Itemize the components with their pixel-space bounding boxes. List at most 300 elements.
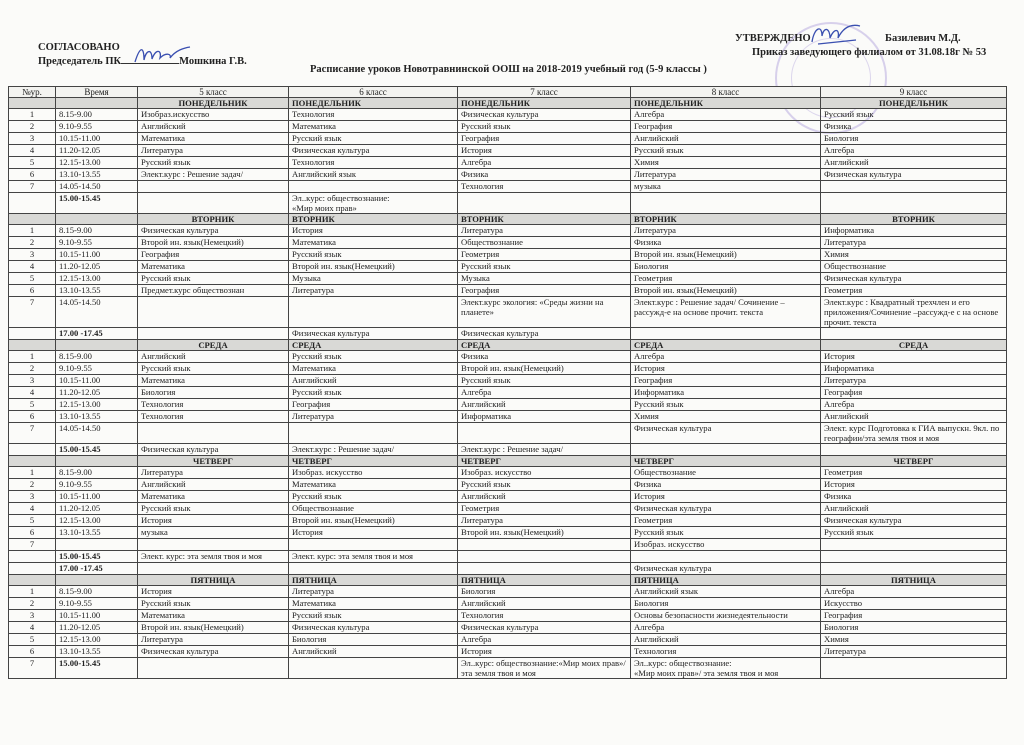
lesson-time: 11.20-12.05	[56, 503, 138, 515]
lesson-time: 13.10-13.55	[56, 285, 138, 297]
lesson-number: 5	[9, 399, 56, 411]
day-header-blank	[56, 340, 138, 351]
subject-grade-9: Литература	[821, 375, 1007, 387]
lesson-row	[9, 399, 1007, 411]
subject-grade-8: Русский язык	[631, 399, 821, 411]
col-time: Время	[56, 87, 138, 98]
subject-grade-9: Английский	[821, 157, 1007, 169]
subject-grade-8: История	[631, 363, 821, 375]
subject-grade-6	[289, 181, 458, 193]
subject-grade-6: Математика	[289, 363, 458, 375]
subject-grade-8: Эл..курс: обществознание: «Мир моих прав»/ эта земля твоя и моя	[631, 658, 821, 679]
day-name-grade-6: ЧЕТВЕРГ	[289, 456, 458, 467]
lesson-time: 11.20-12.05	[56, 145, 138, 157]
subject-grade-7: История	[458, 646, 631, 658]
lesson-row	[9, 527, 1007, 539]
column-header-row	[9, 87, 1007, 98]
subject-grade-7: Технология	[458, 610, 631, 622]
day-name-grade-9: ПОНЕДЕЛЬНИК	[821, 98, 1007, 109]
subject-grade-9: Английский	[821, 411, 1007, 423]
subject-grade-7: Физика	[458, 169, 631, 181]
subject-grade-5	[138, 297, 289, 328]
lesson-time: 9.10-9.55	[56, 121, 138, 133]
subject-grade-7: Английский	[458, 598, 631, 610]
subject-grade-6: Элект. курс: эта земля твоя и моя	[289, 551, 458, 563]
lesson-number: 5	[9, 634, 56, 646]
subject-grade-9	[821, 193, 1007, 214]
subject-grade-7: Физическая культура	[458, 109, 631, 121]
lesson-row	[9, 273, 1007, 285]
subject-grade-8	[631, 444, 821, 456]
lesson-row	[9, 351, 1007, 363]
subject-grade-9: Алгебра	[821, 145, 1007, 157]
col-grade-6: 6 класс	[289, 87, 458, 98]
subject-grade-5	[138, 539, 289, 551]
lesson-row	[9, 328, 1007, 340]
lesson-number: 6	[9, 527, 56, 539]
chairman-label: Председатель ПК	[38, 56, 122, 67]
lesson-row	[9, 634, 1007, 646]
subject-grade-8: География	[631, 121, 821, 133]
subject-grade-9: Алгебра	[821, 586, 1007, 598]
lesson-time: 12.15-13.00	[56, 157, 138, 169]
subject-grade-7	[458, 539, 631, 551]
subject-grade-5: География	[138, 249, 289, 261]
col-grade-8: 8 класс	[631, 87, 821, 98]
day-name-grade-8: ЧЕТВЕРГ	[631, 456, 821, 467]
day-name-grade-5: СРЕДА	[138, 340, 289, 351]
subject-grade-7: Геометрия	[458, 249, 631, 261]
subject-grade-9: Геометрия	[821, 285, 1007, 297]
subject-grade-7: География	[458, 285, 631, 297]
subject-grade-5: История	[138, 586, 289, 598]
subject-grade-7: Алгебра	[458, 634, 631, 646]
subject-grade-9: Физическая культура	[821, 515, 1007, 527]
lesson-row	[9, 411, 1007, 423]
lesson-row	[9, 539, 1007, 551]
subject-grade-7: Алгебра	[458, 387, 631, 399]
subject-grade-6: Изобраз. искусство	[289, 467, 458, 479]
lesson-time: 8.15-9.00	[56, 467, 138, 479]
lesson-time: 13.10-13.55	[56, 411, 138, 423]
subject-grade-8: Элект.курс : Решение задач/ Сочинение – рассужд-е на основе прочит. текста	[631, 297, 821, 328]
subject-grade-8: Алгебра	[631, 622, 821, 634]
subject-grade-7: География	[458, 133, 631, 145]
lesson-row	[9, 121, 1007, 133]
subject-grade-8: Литература	[631, 169, 821, 181]
day-header-blank	[9, 456, 56, 467]
lesson-number: 4	[9, 145, 56, 157]
subject-grade-9: Элект. курс Подготовка к ГИА выпускн. 9кл. по географии/эта земля твоя и моя	[821, 423, 1007, 444]
lesson-row	[9, 444, 1007, 456]
subject-grade-8: Алгебра	[631, 109, 821, 121]
subject-grade-9: Физическая культура	[821, 273, 1007, 285]
lesson-time: 10.15-11.00	[56, 375, 138, 387]
subject-grade-8: Физика	[631, 237, 821, 249]
subject-grade-7: Литература	[458, 515, 631, 527]
subject-grade-7: Геометрия	[458, 503, 631, 515]
lesson-number: 7	[9, 297, 56, 328]
lesson-time: 11.20-12.05	[56, 261, 138, 273]
subject-grade-5: Биология	[138, 387, 289, 399]
lesson-row	[9, 646, 1007, 658]
lesson-number: 3	[9, 491, 56, 503]
lesson-number: 2	[9, 598, 56, 610]
lesson-number: 1	[9, 351, 56, 363]
lesson-time: 14.05-14.50	[56, 423, 138, 444]
lesson-number	[9, 551, 56, 563]
subject-grade-9: Биология	[821, 133, 1007, 145]
lesson-number: 1	[9, 109, 56, 121]
subject-grade-7: Эл..курс: обществознание:«Мир моих прав»/ эта земля твоя и моя	[458, 658, 631, 679]
subject-grade-7: Информатика	[458, 411, 631, 423]
subject-grade-6: Литература	[289, 586, 458, 598]
chairman-signature-icon	[132, 44, 192, 66]
subject-grade-6: Русский язык	[289, 610, 458, 622]
subject-grade-9: Химия	[821, 249, 1007, 261]
lesson-number: 7	[9, 539, 56, 551]
subject-grade-5	[138, 181, 289, 193]
subject-grade-5: Русский язык	[138, 363, 289, 375]
approval-right-label: УТВЕРЖДЕНО	[735, 33, 811, 44]
subject-grade-6: История	[289, 527, 458, 539]
subject-grade-8: Физическая культура	[631, 503, 821, 515]
lesson-time: 10.15-11.00	[56, 491, 138, 503]
subject-grade-9: Физика	[821, 121, 1007, 133]
lesson-time: 9.10-9.55	[56, 598, 138, 610]
subject-grade-7	[458, 551, 631, 563]
day-header-row	[9, 575, 1007, 586]
subject-grade-7: Физическая культура	[458, 622, 631, 634]
day-name-grade-6: СРЕДА	[289, 340, 458, 351]
subject-grade-9: Алгебра	[821, 399, 1007, 411]
lesson-row	[9, 467, 1007, 479]
head-name: Базилевич М.Д.	[885, 33, 961, 44]
subject-grade-5: Математика	[138, 261, 289, 273]
subject-grade-6: Технология	[289, 109, 458, 121]
subject-grade-8: Основы безопасности жизнедеятельности	[631, 610, 821, 622]
subject-grade-7: Алгебра	[458, 157, 631, 169]
lesson-time: 14.05-14.50	[56, 181, 138, 193]
col-lesson-number: №ур.	[9, 87, 56, 98]
subject-grade-9: География	[821, 610, 1007, 622]
lesson-number: 3	[9, 133, 56, 145]
subject-grade-8: Биология	[631, 598, 821, 610]
subject-grade-7	[458, 193, 631, 214]
lesson-number: 4	[9, 387, 56, 399]
subject-grade-8: музыка	[631, 181, 821, 193]
subject-grade-5: Математика	[138, 133, 289, 145]
lesson-number: 4	[9, 261, 56, 273]
subject-grade-7: Английский	[458, 399, 631, 411]
subject-grade-8: Физика	[631, 479, 821, 491]
lesson-time: 9.10-9.55	[56, 479, 138, 491]
subject-grade-7: Второй ин. язык(Немецкий)	[458, 527, 631, 539]
lesson-number: 3	[9, 610, 56, 622]
lesson-row	[9, 237, 1007, 249]
lesson-time: 8.15-9.00	[56, 586, 138, 598]
day-name-grade-9: ПЯТНИЦА	[821, 575, 1007, 586]
lesson-time: 17.00 -17.45	[56, 563, 138, 575]
subject-grade-6: Музыка	[289, 273, 458, 285]
subject-grade-6	[289, 658, 458, 679]
day-name-grade-5: ЧЕТВЕРГ	[138, 456, 289, 467]
subject-grade-6: Технология	[289, 157, 458, 169]
lesson-number: 2	[9, 121, 56, 133]
lesson-number	[9, 444, 56, 456]
day-header-blank	[56, 98, 138, 109]
subject-grade-7: Изобраз. искусство	[458, 467, 631, 479]
day-header-row	[9, 456, 1007, 467]
day-name-grade-7: ПЯТНИЦА	[458, 575, 631, 586]
subject-grade-5: Второй ин. язык(Немецкий)	[138, 237, 289, 249]
subject-grade-5	[138, 423, 289, 444]
lesson-row	[9, 375, 1007, 387]
subject-grade-5: Литература	[138, 467, 289, 479]
day-header-blank	[9, 98, 56, 109]
subject-grade-7: История	[458, 145, 631, 157]
subject-grade-7: Элект.курс экология: «Среды жизни на планете»	[458, 297, 631, 328]
lesson-time: 10.15-11.00	[56, 133, 138, 145]
lesson-row	[9, 181, 1007, 193]
subject-grade-5: Русский язык	[138, 598, 289, 610]
subject-grade-5: Русский язык	[138, 503, 289, 515]
lesson-number: 1	[9, 467, 56, 479]
subject-grade-8: Геометрия	[631, 515, 821, 527]
subject-grade-6: Русский язык	[289, 249, 458, 261]
subject-grade-9: Русский язык	[821, 109, 1007, 121]
lesson-row	[9, 109, 1007, 121]
lesson-row	[9, 610, 1007, 622]
lesson-time: 13.10-13.55	[56, 169, 138, 181]
subject-grade-7: Музыка	[458, 273, 631, 285]
subject-grade-8: Технология	[631, 646, 821, 658]
subject-grade-6: Физическая культура	[289, 622, 458, 634]
lesson-time: 15.00-15.45	[56, 444, 138, 456]
day-name-grade-5: ПОНЕДЕЛЬНИК	[138, 98, 289, 109]
subject-grade-5: Изобраз.искусство	[138, 109, 289, 121]
subject-grade-6: Русский язык	[289, 387, 458, 399]
lesson-number: 4	[9, 503, 56, 515]
day-name-grade-8: ПЯТНИЦА	[631, 575, 821, 586]
subject-grade-8: Русский язык	[631, 527, 821, 539]
subject-grade-9: Физическая культура	[821, 169, 1007, 181]
subject-grade-6: История	[289, 225, 458, 237]
subject-grade-7: Элект.курс : Решение задач/	[458, 444, 631, 456]
subject-grade-5: Математика	[138, 375, 289, 387]
lesson-number: 6	[9, 646, 56, 658]
subject-grade-9: Физика	[821, 491, 1007, 503]
subject-grade-9: Биология	[821, 622, 1007, 634]
subject-grade-6: Математика	[289, 121, 458, 133]
subject-grade-8: Русский язык	[631, 145, 821, 157]
subject-grade-9: География	[821, 387, 1007, 399]
lesson-time	[56, 539, 138, 551]
lesson-row	[9, 503, 1007, 515]
lesson-number: 3	[9, 249, 56, 261]
lesson-row	[9, 363, 1007, 375]
day-header-row	[9, 214, 1007, 225]
day-name-grade-7: ВТОРНИК	[458, 214, 631, 225]
day-name-grade-6: ПЯТНИЦА	[289, 575, 458, 586]
subject-grade-7	[458, 563, 631, 575]
lesson-row	[9, 586, 1007, 598]
day-name-grade-9: ЧЕТВЕРГ	[821, 456, 1007, 467]
subject-grade-8: Второй ин. язык(Немецкий)	[631, 249, 821, 261]
subject-grade-8: Биология	[631, 261, 821, 273]
subject-grade-7: Биология	[458, 586, 631, 598]
lesson-time: 10.15-11.00	[56, 249, 138, 261]
lesson-time: 12.15-13.00	[56, 273, 138, 285]
subject-grade-9: Геометрия	[821, 467, 1007, 479]
subject-grade-8: Физическая культура	[631, 563, 821, 575]
subject-grade-7	[458, 423, 631, 444]
subject-grade-6: Литература	[289, 285, 458, 297]
subject-grade-5: Английский	[138, 351, 289, 363]
lesson-number: 1	[9, 586, 56, 598]
subject-grade-7: Русский язык	[458, 261, 631, 273]
subject-grade-5	[138, 328, 289, 340]
lesson-time: 14.05-14.50	[56, 297, 138, 328]
lesson-row	[9, 225, 1007, 237]
subject-grade-8: Химия	[631, 157, 821, 169]
lesson-number: 5	[9, 273, 56, 285]
subject-grade-5: Математика	[138, 491, 289, 503]
subject-grade-6: Математика	[289, 598, 458, 610]
day-name-grade-5: ПЯТНИЦА	[138, 575, 289, 586]
lesson-time: 15.00-15.45	[56, 551, 138, 563]
subject-grade-5: Элект. курс: эта земля твоя и моя	[138, 551, 289, 563]
col-grade-9: 9 класс	[821, 87, 1007, 98]
lesson-row	[9, 261, 1007, 273]
subject-grade-5: Математика	[138, 610, 289, 622]
day-name-grade-5: ВТОРНИК	[138, 214, 289, 225]
day-header-row	[9, 98, 1007, 109]
subject-grade-6: Эл..курс: обществознание: «Мир моих прав»	[289, 193, 458, 214]
lesson-time: 13.10-13.55	[56, 646, 138, 658]
subject-grade-5: Предмет.курс обществознан	[138, 285, 289, 297]
lesson-time: 11.20-12.05	[56, 387, 138, 399]
subject-grade-8: Английский	[631, 634, 821, 646]
subject-grade-9	[821, 563, 1007, 575]
day-name-grade-9: СРЕДА	[821, 340, 1007, 351]
subject-grade-5: Физическая культура	[138, 225, 289, 237]
subject-grade-9	[821, 551, 1007, 563]
lesson-row	[9, 515, 1007, 527]
lesson-time: 10.15-11.00	[56, 610, 138, 622]
lesson-number: 2	[9, 479, 56, 491]
lesson-time: 8.15-9.00	[56, 351, 138, 363]
lesson-number: 6	[9, 285, 56, 297]
subject-grade-7: Английский	[458, 491, 631, 503]
lesson-time: 12.15-13.00	[56, 634, 138, 646]
subject-grade-5: Второй ин. язык(Немецкий)	[138, 622, 289, 634]
lesson-row	[9, 551, 1007, 563]
subject-grade-8: Английский	[631, 133, 821, 145]
lesson-number: 5	[9, 515, 56, 527]
subject-grade-8	[631, 551, 821, 563]
subject-grade-7: Обществознание	[458, 237, 631, 249]
lesson-row	[9, 169, 1007, 181]
subject-grade-7: Второй ин. язык(Немецкий)	[458, 363, 631, 375]
subject-grade-9: Литература	[821, 646, 1007, 658]
lesson-number: 2	[9, 363, 56, 375]
subject-grade-6: Английский	[289, 646, 458, 658]
approval-left-label: СОГЛАСОВАНО	[38, 42, 120, 53]
lesson-number: 6	[9, 169, 56, 181]
lesson-number: 7	[9, 423, 56, 444]
subject-grade-9	[821, 658, 1007, 679]
subject-grade-9: Английский	[821, 503, 1007, 515]
subject-grade-5: Технология	[138, 399, 289, 411]
subject-grade-9	[821, 539, 1007, 551]
lesson-row	[9, 563, 1007, 575]
schedule-table	[8, 86, 1007, 679]
day-header-blank	[56, 456, 138, 467]
subject-grade-5	[138, 658, 289, 679]
day-header-blank	[9, 575, 56, 586]
day-name-grade-8: ПОНЕДЕЛЬНИК	[631, 98, 821, 109]
lesson-time: 11.20-12.05	[56, 622, 138, 634]
day-header-blank	[56, 214, 138, 225]
lesson-number: 5	[9, 157, 56, 169]
lesson-row	[9, 423, 1007, 444]
day-name-grade-6: ПОНЕДЕЛЬНИК	[289, 98, 458, 109]
lesson-row	[9, 145, 1007, 157]
subject-grade-8: Обществознание	[631, 467, 821, 479]
subject-grade-9: История	[821, 351, 1007, 363]
day-name-grade-7: СРЕДА	[458, 340, 631, 351]
subject-grade-8: Физическая культура	[631, 423, 821, 444]
subject-grade-9: Литература	[821, 237, 1007, 249]
lesson-row	[9, 285, 1007, 297]
subject-grade-5: Технология	[138, 411, 289, 423]
lesson-number	[9, 193, 56, 214]
subject-grade-6: География	[289, 399, 458, 411]
subject-grade-8: Второй ин. язык(Немецкий)	[631, 285, 821, 297]
subject-grade-5: История	[138, 515, 289, 527]
subject-grade-9: Информатика	[821, 363, 1007, 375]
subject-grade-8: Изобраз. искусство	[631, 539, 821, 551]
lesson-row	[9, 658, 1007, 679]
subject-grade-5: Литература	[138, 145, 289, 157]
col-grade-7: 7 класс	[458, 87, 631, 98]
lesson-number	[9, 563, 56, 575]
lesson-time: 17.00 -17.45	[56, 328, 138, 340]
subject-grade-9	[821, 444, 1007, 456]
lesson-number: 1	[9, 225, 56, 237]
lesson-row	[9, 193, 1007, 214]
subject-grade-9: Информатика	[821, 225, 1007, 237]
subject-grade-7: Литература	[458, 225, 631, 237]
lesson-row	[9, 479, 1007, 491]
lesson-number	[9, 328, 56, 340]
subject-grade-5: Физическая культура	[138, 646, 289, 658]
day-name-grade-8: ВТОРНИК	[631, 214, 821, 225]
subject-grade-7: Физика	[458, 351, 631, 363]
subject-grade-8: Геометрия	[631, 273, 821, 285]
subject-grade-5: Русский язык	[138, 157, 289, 169]
subject-grade-6: Английский	[289, 375, 458, 387]
subject-grade-8: Химия	[631, 411, 821, 423]
subject-grade-8: Информатика	[631, 387, 821, 399]
lesson-row	[9, 249, 1007, 261]
subject-grade-9	[821, 181, 1007, 193]
subject-grade-8	[631, 193, 821, 214]
lesson-time: 8.15-9.00	[56, 225, 138, 237]
col-grade-5: 5 класс	[138, 87, 289, 98]
subject-grade-7: Русский язык	[458, 121, 631, 133]
